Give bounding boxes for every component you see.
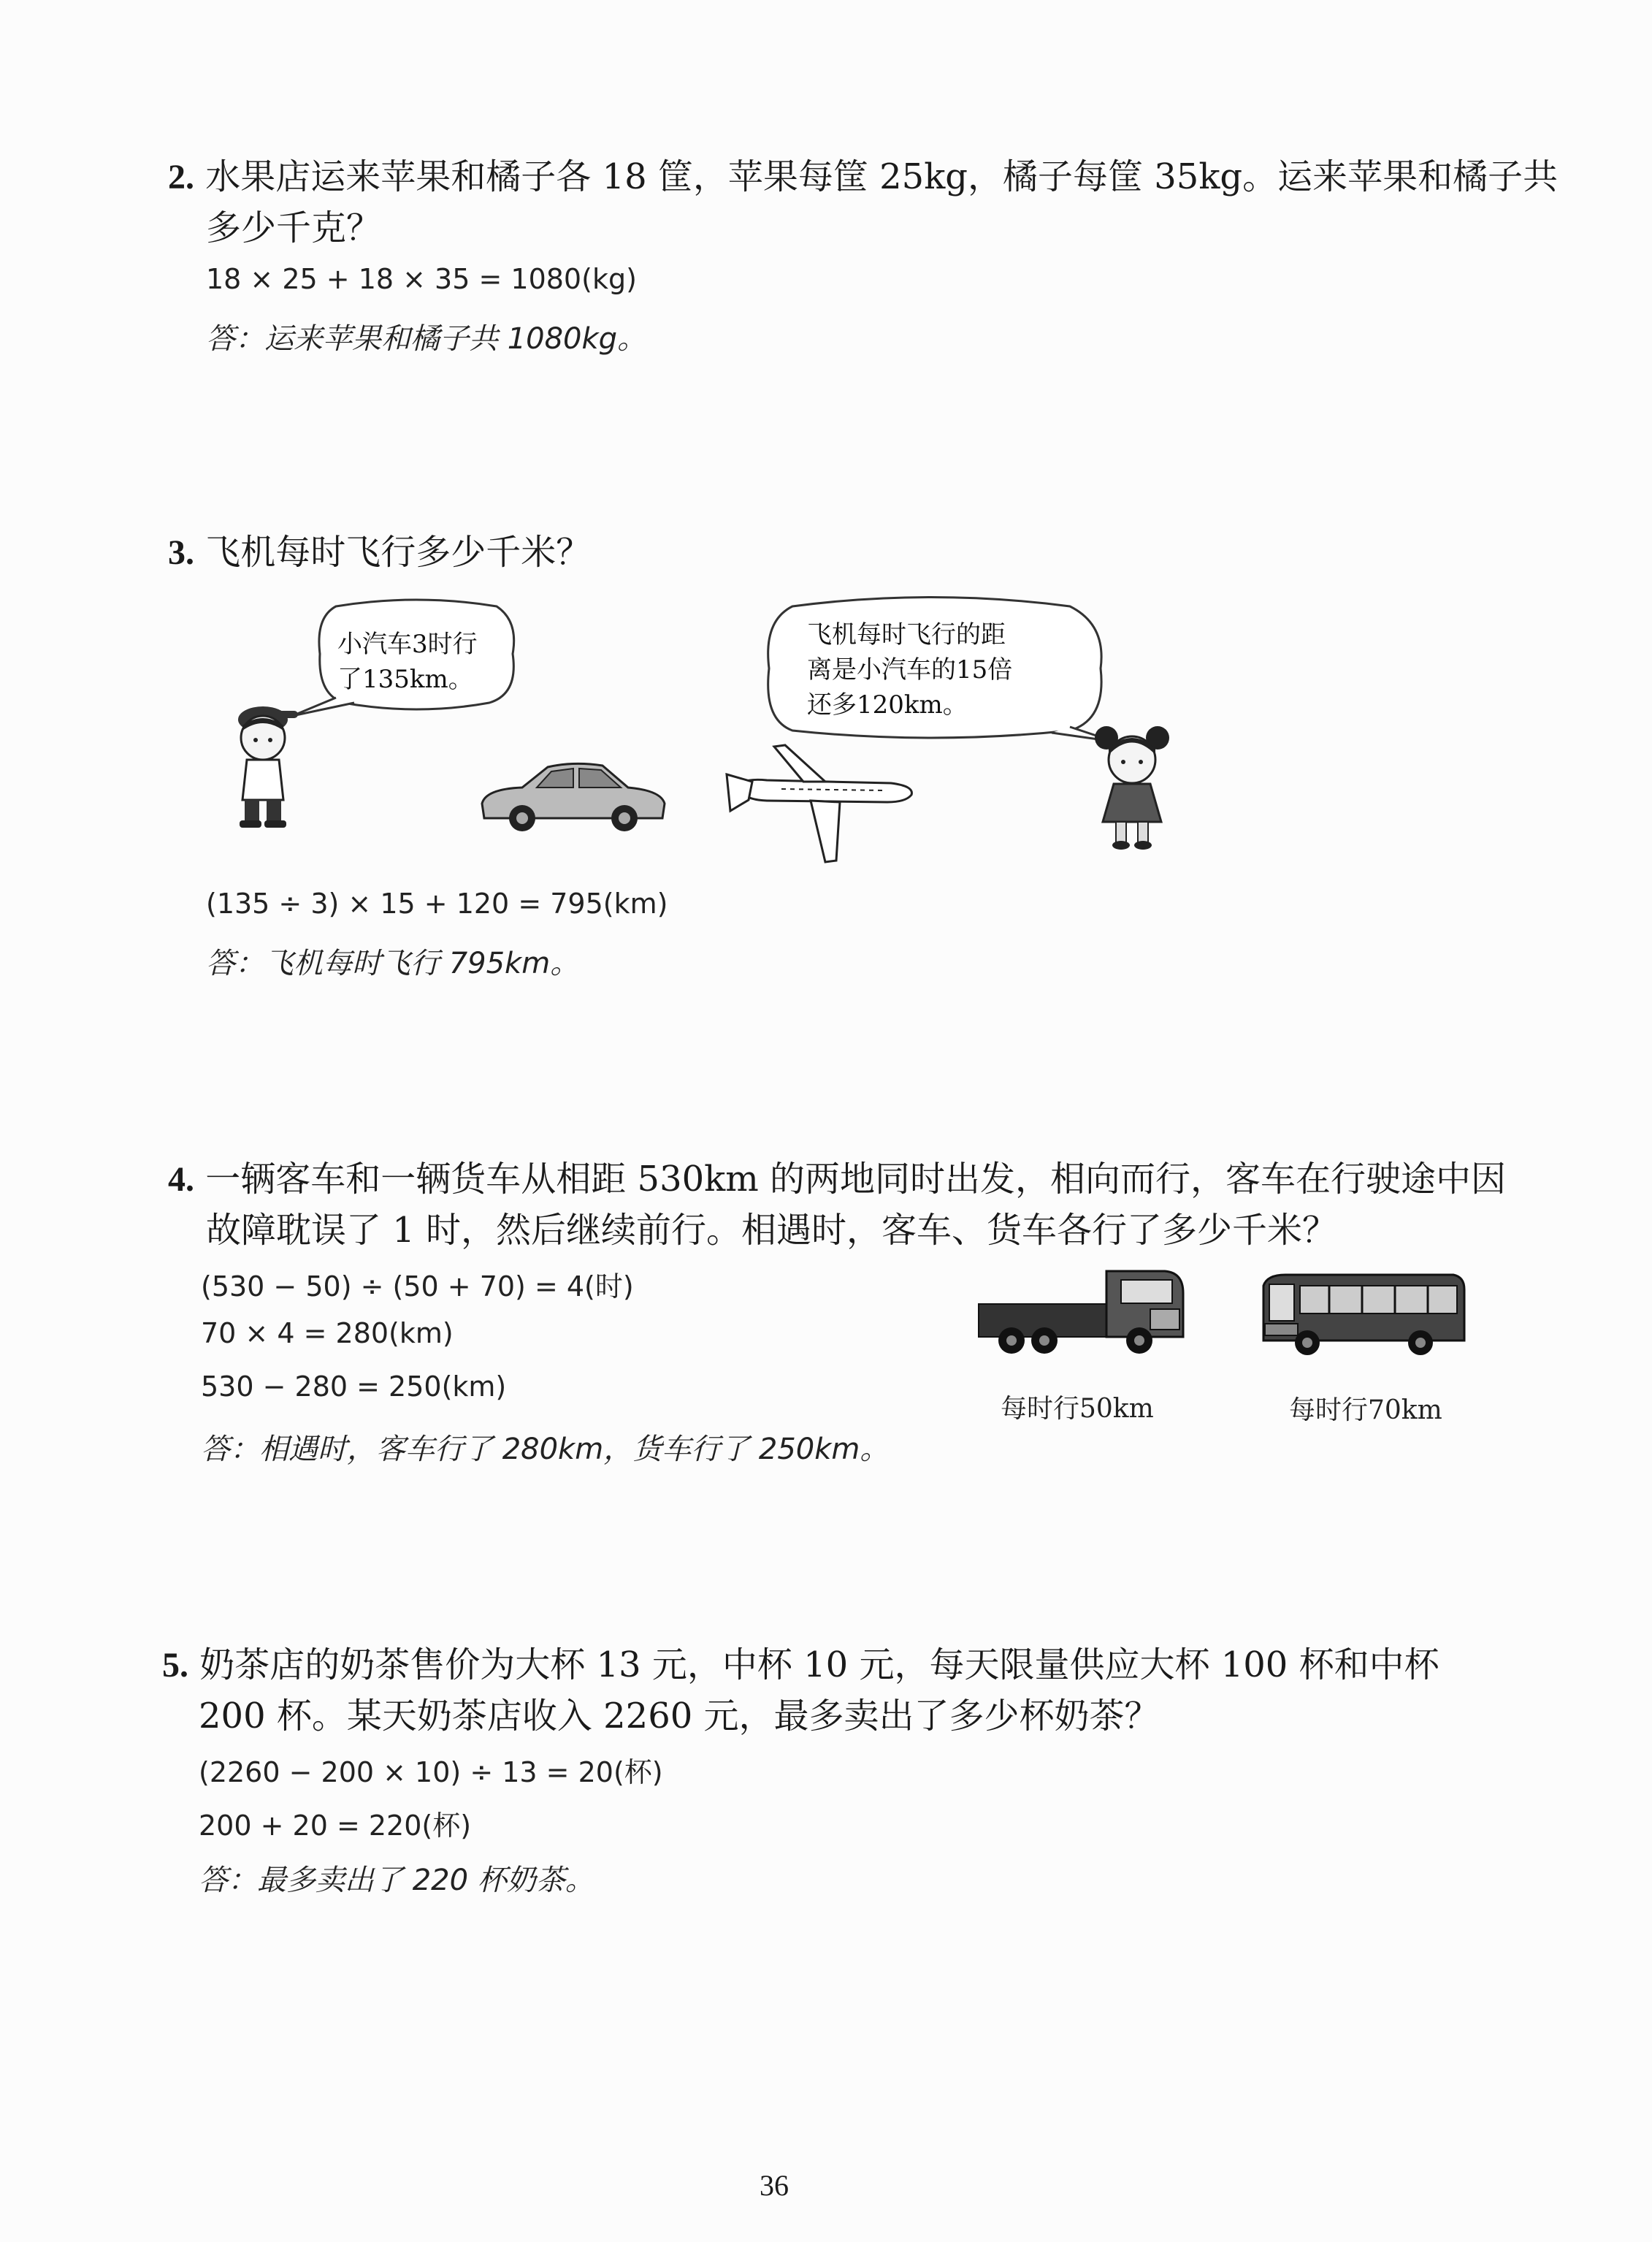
q2-line1 <box>168 152 1558 202</box>
q4-solution-3: 530 − 280 = 250(km) <box>201 1370 507 1403</box>
q5-text-line2: 200 杯。某天奶茶店收入 2260 元，最多卖出了多少杯奶茶？ <box>199 1696 1160 1736</box>
q4-solution-2: 70 × 4 = 280(km) <box>201 1317 454 1349</box>
bus-illustration <box>1256 1271 1468 1359</box>
bubble-right-line3: 还多120km。 <box>807 690 968 720</box>
page-number: 36 <box>760 2169 789 2202</box>
q5-answer: 答：最多卖出了 220 杯奶茶。 <box>199 1864 594 1897</box>
car-illustration <box>478 760 668 833</box>
q2-answer: 答：运来苹果和橘子共 1080kg。 <box>206 322 647 356</box>
q5-line1 <box>162 1640 1439 1690</box>
girl-illustration <box>1088 720 1176 851</box>
q5-solution-1: (2260 − 200 × 10) ÷ 13 = 20(杯) <box>199 1756 663 1788</box>
airplane-illustration <box>723 738 920 869</box>
q4-number: 4. <box>168 1160 194 1199</box>
q4-text-line1: 一辆客车和一辆货车从相距 530km 的两地同时出发，相向而行，客车在行驶途中因 <box>205 1159 1507 1200</box>
q3-solution-1: (135 ÷ 3) × 15 + 120 = 795(km) <box>206 888 668 920</box>
bubble-right-line1: 飞机每时飞行的距 <box>807 620 1006 649</box>
q2-text-line1: 水果店运来苹果和橘子各 18 筐，苹果每筐 25kg，橘子每筐 35kg。运来苹果和橘子共 <box>205 156 1559 197</box>
bus-caption: 每时行70km <box>1289 1395 1442 1425</box>
q4-text-line2: 故障耽误了 1 时，然后继续前行。相遇时，客车、货车各行了多少千米？ <box>206 1210 1338 1251</box>
q5-number: 5. <box>162 1646 188 1685</box>
q2-text-line2: 多少千克？ <box>206 207 382 248</box>
bubble-left-line1: 小汽车3时行 <box>337 630 478 659</box>
q2-solution-1: 18 × 25 + 18 × 35 = 1080(kg) <box>206 263 637 295</box>
q3-answer: 答：飞机每时飞行 795km。 <box>206 947 580 980</box>
q4-line1 <box>168 1154 1506 1205</box>
q4-answer: 答：相遇时，客车行了 280km，货车行了 250km。 <box>201 1433 890 1466</box>
q3-line1 <box>168 527 591 578</box>
truck-caption: 每时行50km <box>1001 1394 1154 1424</box>
boy-illustration <box>226 690 307 829</box>
bubble-left-line2: 了135km。 <box>337 665 473 694</box>
q4-solution-1: (530 − 50) ÷ (50 + 70) = 4(时) <box>201 1270 634 1303</box>
bubble-right-line2: 离是小汽车的15倍 <box>807 655 1013 685</box>
q3-number: 3. <box>168 533 194 572</box>
truck-illustration <box>975 1264 1187 1359</box>
q5-solution-2: 200 + 20 = 220(杯) <box>199 1810 472 1842</box>
q2-number: 2. <box>168 158 194 197</box>
q3-text-line1: 飞机每时飞行多少千米？ <box>205 532 592 573</box>
q5-text-line1: 奶茶店的奶茶售价为大杯 13 元，中杯 10 元，每天限量供应大杯 100 杯和中杯 <box>199 1644 1439 1685</box>
